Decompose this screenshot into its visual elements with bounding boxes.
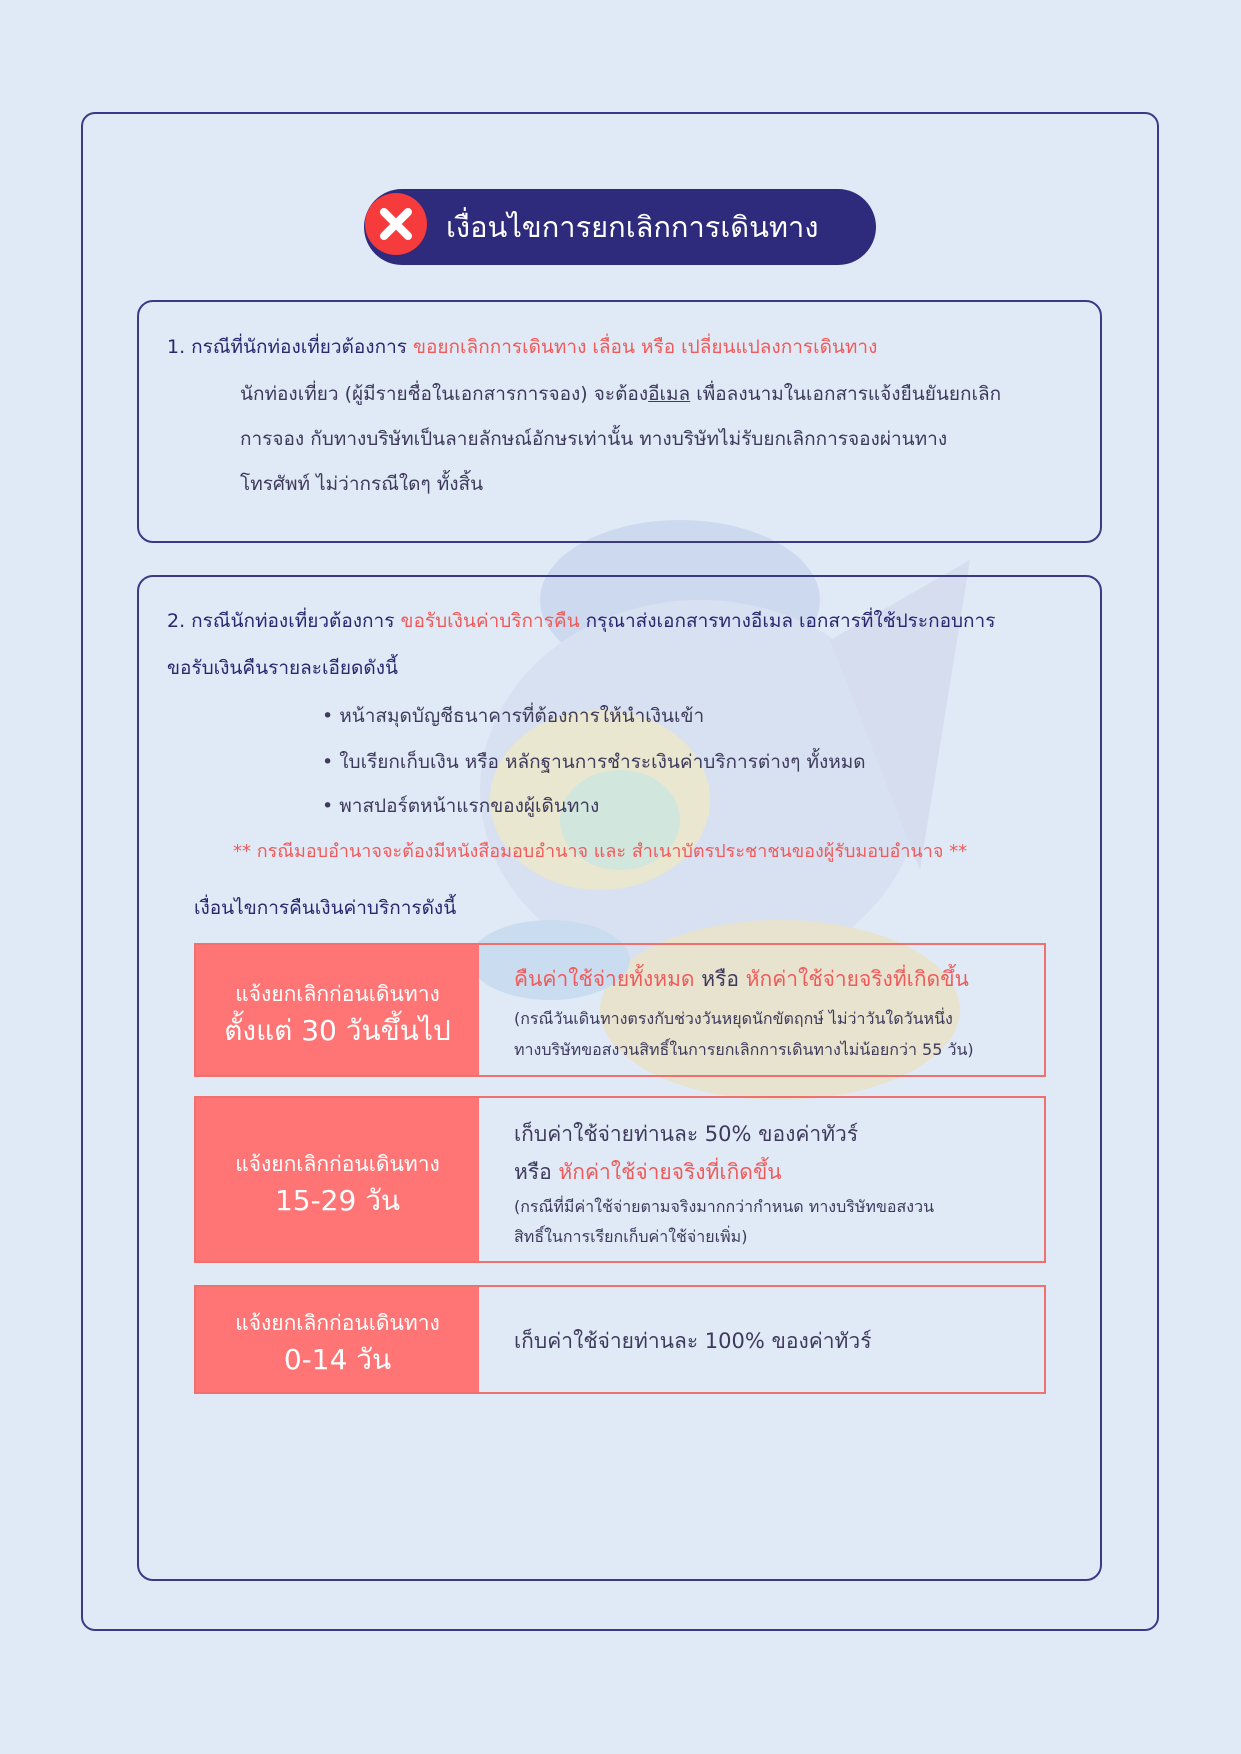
section-1-line-2-rest: เพื่อลงนามในเอกสารแจ้งยืนยันยกเลิก [690, 383, 1002, 405]
bullet-text: พาสปอร์ตหน้าแรกของผู้เดินทาง [339, 795, 600, 817]
bullet-text: หน้าสมุดบัญชีธนาคารที่ต้องการให้นำเงินเข้า [339, 705, 705, 727]
row-main-or: หรือ [694, 967, 746, 991]
cancel-x-icon [362, 190, 430, 258]
row-label-line-2: ตั้งแต่ 30 วันขึ้นไป [224, 1014, 451, 1047]
section-1-line-4: โทรศัพท์ ไม่ว่ากรณีใดๆ ทั้งสิ้น [240, 473, 484, 495]
row-note-line-2: ทางบริษัทขอสงวนสิทธิ์ในการยกเลิกการเดินทางไม่น้อยกว่า 55 วัน) [514, 1040, 974, 1059]
section-1-lead: 1. กรณีที่นักท่องเที่ยวต้องการ [167, 336, 407, 358]
section-1-line-3: การจอง กับทางบริษัทเป็นลายลักษณ์อักษรเท่านั้น ทางบริษัทไม่รับยกเลิกการจองผ่านทาง [240, 428, 948, 450]
row-label-line-2: 0-14 วัน [283, 1343, 392, 1376]
section-1-highlight: ขอยกเลิกการเดินทาง เลื่อน หรือ เปลี่ยนแปลงการเดินทาง [413, 336, 878, 358]
section-1-line-2-text: นักท่องเที่ยว (ผู้มีรายชื่อในเอกสารการจอง) จะต้อง [240, 383, 649, 405]
power-of-attorney-note: ** กรณีมอบอำนาจจะต้องมีหนังสือมอบอำนาจ และ สำเนาบัตรประชาชนของผู้รับมอบอำนาจ ** [233, 841, 968, 862]
bullet-item: • ใบเรียกเก็บเงิน หรือ หลักฐานการชำระเงินค่าบริการต่างๆ ทั้งหมด [322, 751, 866, 773]
section-1-line-2 [240, 379, 1001, 409]
refund-row-label [196, 1287, 479, 1392]
row-main-red-1: คืนค่าใช้จ่ายทั้งหมด [514, 967, 695, 991]
refund-row-label [196, 945, 479, 1075]
section-2-lead: 2. กรณีนักท่องเที่ยวต้องการ [167, 610, 395, 632]
section-2-highlight: ขอรับเงินค่าบริการคืน [400, 610, 580, 632]
section-2-lead-rest: กรุณาส่งเอกสารทางอีเมล เอกสารที่ใช้ประกอบการ [579, 610, 996, 632]
row-label-line-2: 15-29 วัน [274, 1184, 401, 1217]
refund-row-15-29-days [194, 1096, 1046, 1263]
section-1-heading [167, 332, 877, 362]
section-2-heading [167, 606, 995, 636]
row-note-line-1: (กรณีวันเดินทางตรงกับช่วงวันหยุดนักขัตฤกษ์ ไม่ว่าวันใดวันหนึ่ง [514, 1009, 953, 1028]
refund-row-30-days [194, 943, 1046, 1077]
row-label-line-1: แจ้งยกเลิกก่อนเดินทาง [235, 1152, 440, 1176]
row-main-red: หักค่าใช้จ่ายจริงที่เกิดขึ้น [558, 1160, 782, 1184]
row-note-line-1: (กรณีที่มีค่าใช้จ่ายตามจริงมากกว่ากำหนด ทางบริษัทขอสงวน [514, 1197, 934, 1216]
bullet-item: • หน้าสมุดบัญชีธนาคารที่ต้องการให้นำเงินเข้า [322, 705, 705, 727]
row-note-line-2: สิทธิ์ในการเรียกเก็บค่าใช้จ่ายเพิ่ม) [514, 1227, 748, 1246]
row-label-line-1: แจ้งยกเลิกก่อนเดินทาง [235, 1311, 440, 1335]
row-main-red-2: หักค่าใช้จ่ายจริงที่เกิดขึ้น [745, 967, 969, 991]
refund-row-label [196, 1098, 479, 1261]
row-main-text: เก็บค่าใช้จ่ายท่านละ 100% ของค่าทัวร์ [514, 1329, 872, 1353]
section-2-line-2: ขอรับเงินคืนรายละเอียดดังนี้ [167, 657, 398, 679]
conditions-title: เงื่อนไขการคืนเงินค่าบริการดังนี้ [194, 897, 457, 919]
row-main-text: เก็บค่าใช้จ่ายท่านละ 50% ของค่าทัวร์ [514, 1122, 859, 1146]
row-main-text-2 [514, 1156, 782, 1189]
email-word: อีเมล [648, 383, 691, 405]
row-main-text [514, 963, 969, 996]
row-main-or: หรือ [514, 1160, 559, 1184]
refund-row-0-14-days [194, 1285, 1046, 1394]
bullet-item: • พาสปอร์ตหน้าแรกของผู้เดินทาง [322, 795, 600, 817]
page-title: เงื่อนไขการยกเลิกการเดินทาง [446, 210, 819, 244]
row-label-line-1: แจ้งยกเลิกก่อนเดินทาง [235, 982, 440, 1006]
bullet-text: ใบเรียกเก็บเงิน หรือ หลักฐานการชำระเงินค่าบริการต่างๆ ทั้งหมด [339, 751, 866, 773]
